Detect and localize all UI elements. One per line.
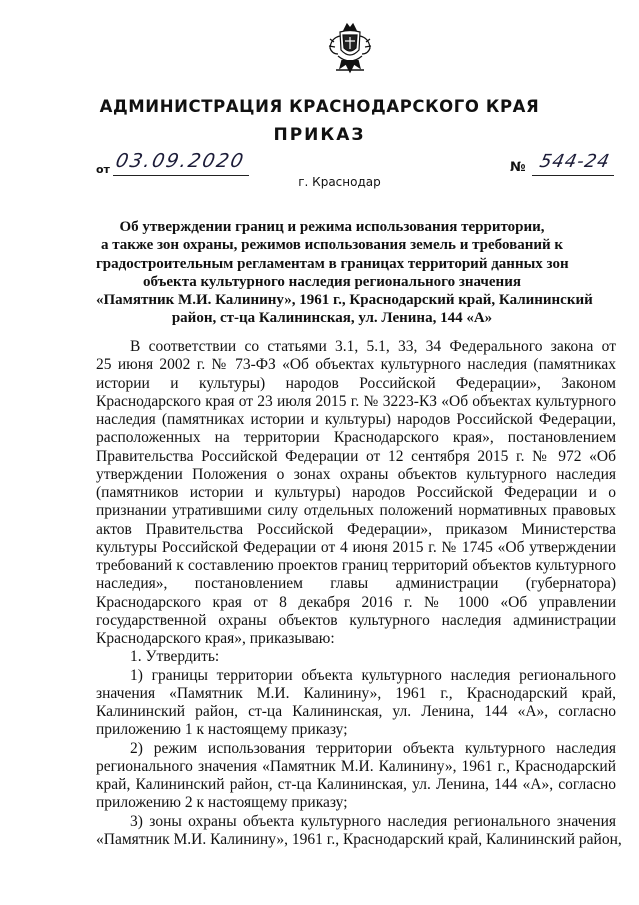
order-title-line: градостроительным регламентам в границах территорий данных зон [96,255,569,272]
order-title [96,218,593,328]
body-text-line: значения «Памятник М.И. Калинину», 1961 г., Краснодарский край, [96,684,616,702]
body-text-line: регионального значения «Памятник М.И. Калинину», 1961 г., Краснодарский [96,757,616,775]
number-label: № [510,160,526,175]
body-text-line: 2) режим использования территории объекта культурного наследия [130,739,616,757]
body-text-line: Краснодарского края от 8 декабря 2016 г. № 1000 «Об управлении [96,593,616,611]
body-text-line: Правительства Российской Федерации от 12 сентября 2015 г. № 972 «Об [96,447,616,465]
city-label: г. Краснодар [298,175,381,189]
body-text-line: приложению 2 к настоящему приказу; [96,794,348,812]
body-text-line: актов Правительства Российской Федерации», приказом Министерства [96,520,616,538]
order-title-line: район, ст-ца Калининская, ул. Ленина, 144 «А» [171,310,493,327]
body-text-line: государственной охраны объектов культурного наследия администрации [96,611,616,629]
body-text-line: 3) зоны охраны объекта культурного наследия регионального значения [130,812,616,830]
body-text-line: 25 июня 2002 г. № 73-ФЗ «Об объектах культурного наследия (памятниках [96,356,616,374]
body-text-line: 1. Утвердить: [130,648,220,666]
body-text-line: признании утратившими силу отдельных положений нормативных правовых [96,502,616,520]
body-text-line: истории и культуры) народов Российской Федерации», Законом [96,374,616,392]
body-text-line: приложению 1 к настоящему приказу; [96,721,348,739]
body-text-line: край, Калининский район, ст-ца Калининская, ул. Ленина, 144 «А», согласно [96,776,616,793]
body-text-line: наследия», постановлением главы администрации (губернатора) [96,575,616,593]
body-text-line: утверждении Положения о зонах охраны объектов культурного наследия [96,465,616,483]
body-text-line: (памятников истории и культуры) народов Российской Федерации и о [96,484,616,501]
order-body [96,338,622,849]
body-text-line: В соответствии со статьями 3.1, 5.1, 33, 34 Федерального закона от [130,338,616,355]
body-text-line: расположенных на территории Краснодарского края», постановлением [96,429,616,447]
body-text-line: требований к составлению проектов границ территорий объектов культурного [96,557,616,574]
organization-title: АДМИНИСТРАЦИЯ КРАСНОДАРСКОГО КРАЯ [99,97,540,116]
coat-of-arms-emblem [326,20,374,76]
body-text-line: Краснодарского края от 23 июля 2015 г. № 3223-КЗ «Об объектах культурного [96,392,616,410]
date-label: от [96,163,110,176]
order-title-line: объекта культурного наследия регионального значения [143,273,521,290]
body-text-line: Краснодарского края», приказываю: [96,630,335,647]
body-text-line: культуры Российской Федерации от 4 июня 2015 г. № 1745 «Об утверждении [96,538,616,556]
order-title-line: «Памятник М.И. Калинину», 1961 г., Краснодарский край, Калининский [96,292,593,309]
body-text-line: 1) границы территории объекта культурного наследия регионального [130,666,616,684]
handwritten-date: 03.09.2020 [113,150,248,172]
order-title-line: Об утверждении границ и режима использования территории, [119,219,545,235]
body-text-line: Калининский район, ст-ца Калининская, ул. Ленина, 144 «А», согласно [96,703,616,720]
document-type: ПРИКАЗ [273,125,366,145]
body-text-line: наследия (памятниках истории и культуры) народов Российской Федерации, [96,411,616,428]
body-text-line: «Памятник М.И. Калинину», 1961 г., Краснодарский край, Калининский район, [96,830,622,848]
handwritten-number: 544-24 [537,151,612,172]
order-title-line: а также зон охраны, режимов использования земель и требований к [100,237,564,254]
